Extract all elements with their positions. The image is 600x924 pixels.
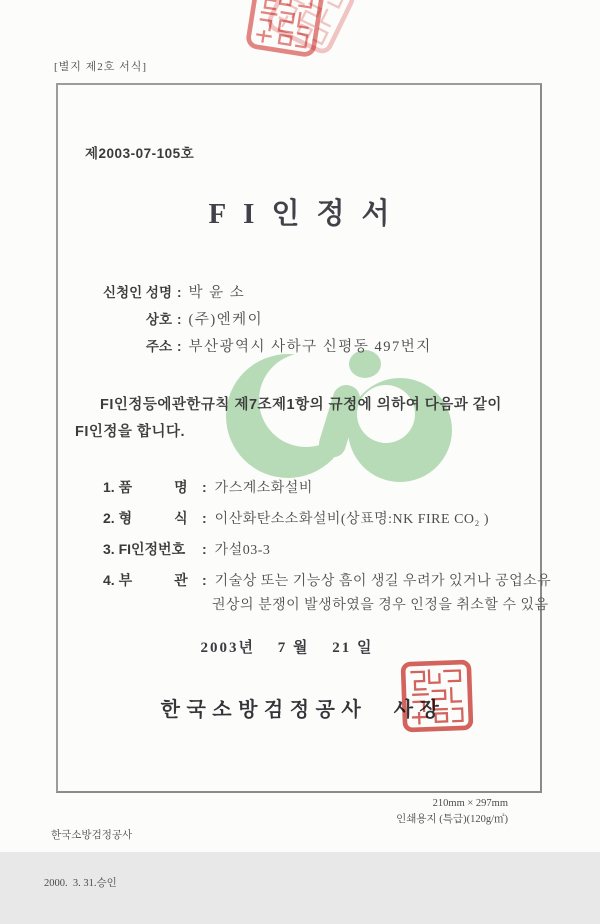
item-row — [103, 477, 533, 497]
field-label: 상호 — [145, 312, 172, 327]
body-line: FI인정등에관한규칙 제7조제1항의 규정에 의하여 다음과 같이 — [100, 397, 502, 413]
body-line: FI인정을 합니다. — [75, 424, 185, 440]
applicant-row — [88, 281, 508, 308]
field-value: 부산광역시 사하구 신평동 497번지 — [188, 339, 432, 355]
footer-publisher: 한국소방검정공사 — [51, 830, 133, 841]
item-label: 1. 품 명 — [103, 479, 188, 495]
item-colon: : — [202, 541, 207, 557]
item-row — [103, 539, 533, 559]
field-label: 신청인 성명 — [103, 285, 172, 300]
item-colon: : — [202, 479, 207, 495]
footer-approval: 2000. 3. 31.승인 — [44, 878, 117, 889]
issue-date: 2003년 7 월 21 일 — [200, 640, 374, 656]
footer-paper-size: 210mm × 297mm — [432, 798, 508, 809]
doc-number: 제2003-07-105호 — [85, 146, 195, 161]
applicant-row — [88, 335, 508, 362]
form-label: [별지 제2호 서식] — [54, 61, 148, 73]
item-value: 이산화탄소소화설비(상표명:NK FIRE CO₂ ) — [214, 512, 490, 527]
item-label: 4. 부 관 — [103, 572, 188, 588]
item-label: 3. FI인정번호 — [103, 541, 186, 557]
field-value: 박 윤 소 — [188, 285, 246, 301]
field-colon: : — [177, 339, 182, 354]
item-label: 2. 형 식 — [103, 510, 188, 526]
applicant-row — [88, 308, 508, 335]
item-value-continued: 권상의 분쟁이 발생하였을 경우 인정을 취소할 수 있음 — [212, 598, 549, 613]
applicant-section — [88, 281, 508, 362]
item-colon: : — [202, 510, 207, 526]
items-section — [103, 477, 552, 625]
item-value: 기술상 또는 기능상 흠이 생길 우려가 있거나 공업소유 — [214, 574, 552, 589]
certificate-title: FI인정서 — [208, 198, 407, 230]
footer-left — [44, 796, 132, 924]
field-value: (주)엔케이 — [188, 312, 264, 328]
footer-paper-spec: 인쇄용지 (특급)(120g/㎡) — [396, 814, 508, 825]
president-seal-icon — [399, 659, 475, 734]
item-value: 가스계소화설비 — [214, 481, 313, 496]
field-label: 주소 — [145, 339, 172, 354]
field-colon: : — [177, 312, 182, 327]
top-seal-icon — [243, 0, 327, 59]
issuer-title: 한국소방검정공사 사장 — [160, 699, 446, 721]
item-value: 가설03-3 — [214, 543, 271, 558]
footer-right — [396, 796, 508, 828]
item-colon: : — [202, 572, 207, 588]
field-colon: : — [177, 285, 182, 300]
item-row — [103, 570, 552, 590]
item-row — [103, 508, 533, 528]
